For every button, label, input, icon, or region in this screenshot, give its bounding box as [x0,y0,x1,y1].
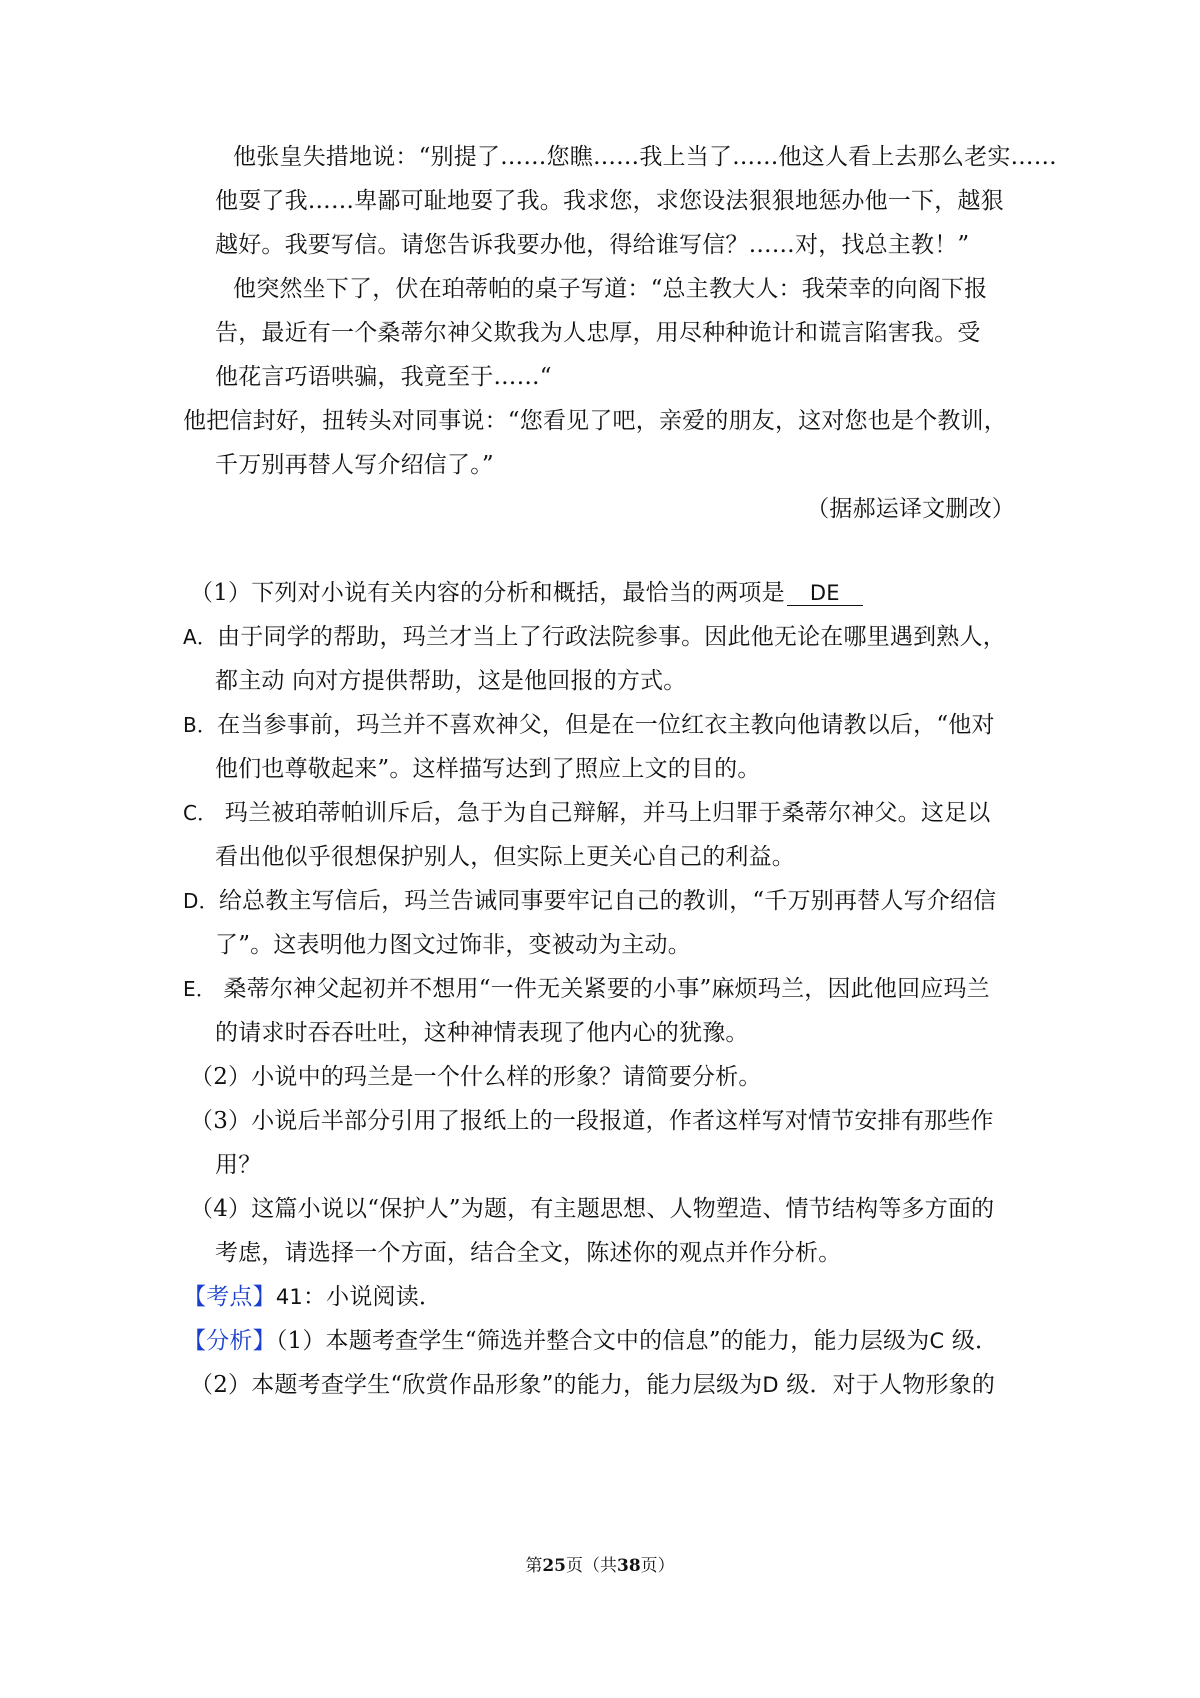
fenxi-line [183,1326,998,1356]
fenxi-tag: 分析 [206,1328,253,1354]
passage-line: 千万别再替人写介绍信了。” [215,452,494,478]
source-credit: （据郝运译文删改） [806,496,1015,522]
option-letter: B． [183,713,218,737]
option-letter: A． [183,625,218,649]
option-a-cont: 都主动 向对方提供帮助，这是他回报的方式。 [215,668,687,694]
option-letter: C． [183,801,218,825]
option-letter: D． [183,889,219,913]
kaodian-number: 41 [275,1285,303,1309]
option-text: 玛兰被珀蒂帕训斥后，急于为自己辩解，并马上归罪于桑蒂尔神父。这足以 [217,800,991,826]
passage-line: 他耍了我……卑鄙可耻地耍了我。我求您，求您设法狠狠地惩办他一下，越狠 [215,188,1004,214]
page-footer [0,1555,1200,1577]
option-d [183,886,996,916]
footer-pre: 第 [525,1556,543,1576]
option-text: 在当参事前，玛兰并不喜欢神父，但是在一位红衣主教向他请教以后，“他对 [217,712,995,738]
passage-line: 他把信封好，扭转头对同事说：“您看见了吧，亲爱的朋友，这对您也是个教训， [183,408,1007,434]
option-c [183,798,991,828]
question-2: （2）小说中的玛兰是一个什么样的形象？请简要分析。 [190,1064,762,1090]
option-e-cont: 的请求时吞吞吐吐，这种神情表现了他内心的犹豫。 [215,1020,749,1046]
footer-page-number: 25 [542,1556,566,1576]
fenxi-close-bracket: 】 [252,1328,276,1354]
kaodian-open-bracket: 【 [183,1284,207,1310]
fenxi-grade-2: D [762,1373,779,1397]
option-text: 桑蒂尔神父起初并不想用“一件无关紧要的小事”麻烦玛兰，因此他回应玛兰 [216,976,990,1002]
kaodian-close-bracket: 】 [252,1284,276,1310]
question-1-prompt [190,578,863,608]
option-b [183,710,995,740]
option-d-cont: 了”。这表明他力图文过饰非，变被动为主动。 [215,932,691,958]
option-text: 由于同学的帮助，玛兰才当上了行政法院参事。因此他无论在哪里遇到熟人， [217,624,1006,650]
question-4: （4）这篇小说以“保护人”为题，有主题思想、人物塑造、情节结构等多方面的 [190,1196,995,1222]
fenxi-text-2: （2）本题考查学生“欣赏作品形象”的能力，能力层级为 [190,1372,763,1398]
fenxi-grade-1: C [929,1329,945,1353]
passage-line: 他突然坐下了，伏在珀蒂帕的桌子写道：“总主教大人：我荣幸的向阁下报 [233,276,988,302]
footer-total-pages: 38 [617,1556,641,1576]
question-1-text: （1）下列对小说有关内容的分析和概括，最恰当的两项是 [190,580,785,606]
option-c-cont: 看出他似乎很想保护别人，但实际上更关心自己的利益。 [215,844,795,870]
fenxi-open-bracket: 【 [183,1328,207,1354]
question-3-cont: 用？ [215,1152,262,1178]
passage-line: 他花言巧语哄骗，我竟至于……“ [215,364,552,390]
question-4-cont: 考虑，请选择一个方面，结合全文，陈述你的观点并作分析。 [215,1240,842,1266]
fenxi-text-1b: 级． [944,1328,999,1354]
footer-mid: 页（共 [566,1556,617,1576]
kaodian-tag: 考点 [206,1284,253,1310]
option-letter: E． [183,977,217,1001]
option-text: 给总教主写信后，玛兰告诫同事要牢记自己的教训，“千万别再替人写介绍信 [218,888,997,914]
fenxi-text-2b: 级．对于人物形象的 [778,1372,996,1398]
passage-line: 越好。我要写信。请您告诉我要办他，得给谁写信？……对，找总主教！” [215,232,970,258]
fenxi-line-2 [190,1370,995,1400]
option-a [183,622,1006,652]
option-e [183,974,990,1004]
option-b-cont: 他们也尊敬起来”。这样描写达到了照应上文的目的。 [215,756,761,782]
passage-line: 告，最近有一个桑蒂尔神父欺我为人忠厚，用尽种种诡计和谎言陷害我。受 [215,320,981,346]
fenxi-text-1: （1）本题考查学生“筛选并整合文中的信息”的能力，能力层级为 [275,1328,930,1354]
footer-post: 页） [640,1556,675,1576]
question-1-answer: DE [787,581,863,606]
kaodian-line [183,1282,442,1312]
passage-line: 他张皇失措地说：“别提了……您瞧……我上当了……他这人看上去那么老实…… [233,144,1057,170]
question-3: （3）小说后半部分引用了报纸上的一段报道，作者这样写对情节安排有那些作 [190,1108,994,1134]
kaodian-text: ：小说阅读． [302,1284,443,1310]
